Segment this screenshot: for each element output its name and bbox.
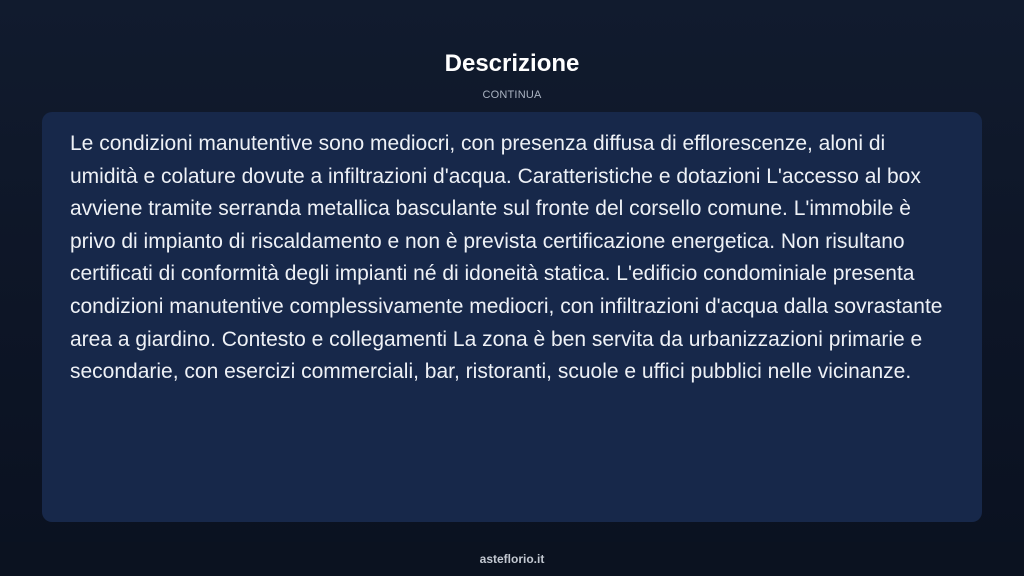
description-card: [42, 112, 982, 522]
page-title: Descrizione: [444, 50, 580, 77]
footer-bar: [0, 542, 1024, 576]
description-text: Le condizioni manutentive sono mediocri, con presenza diffusa di efflorescenze, aloni di umidità e colature dovute a infiltrazioni d'acqua. Caratteristiche e dotazioni L'accesso al box avviene tramite serranda metallica basculante sul fronte del corsello comune. L'immobile è privo di impianto di riscaldamento e non è prevista certificazione energetica. Non risultano certificati di conformità degli impianti né di idoneità statica. L'edificio condominiale presenta condizioni manutentive complessivamente mediocri, con infiltrazioni d'acqua dalla sovrastante area a giardino. Contesto e collegamenti La zona è ben servita da urbanizzazioni primarie e secondarie, con esercizi commerciali, bar, ristoranti, scuole e uffici pubblici nelle vicinanze.: [70, 132, 943, 384]
continued-label: CONTINUA: [482, 89, 542, 101]
slide-header: [0, 48, 1024, 102]
site-name: asteflorio.it: [479, 552, 545, 566]
